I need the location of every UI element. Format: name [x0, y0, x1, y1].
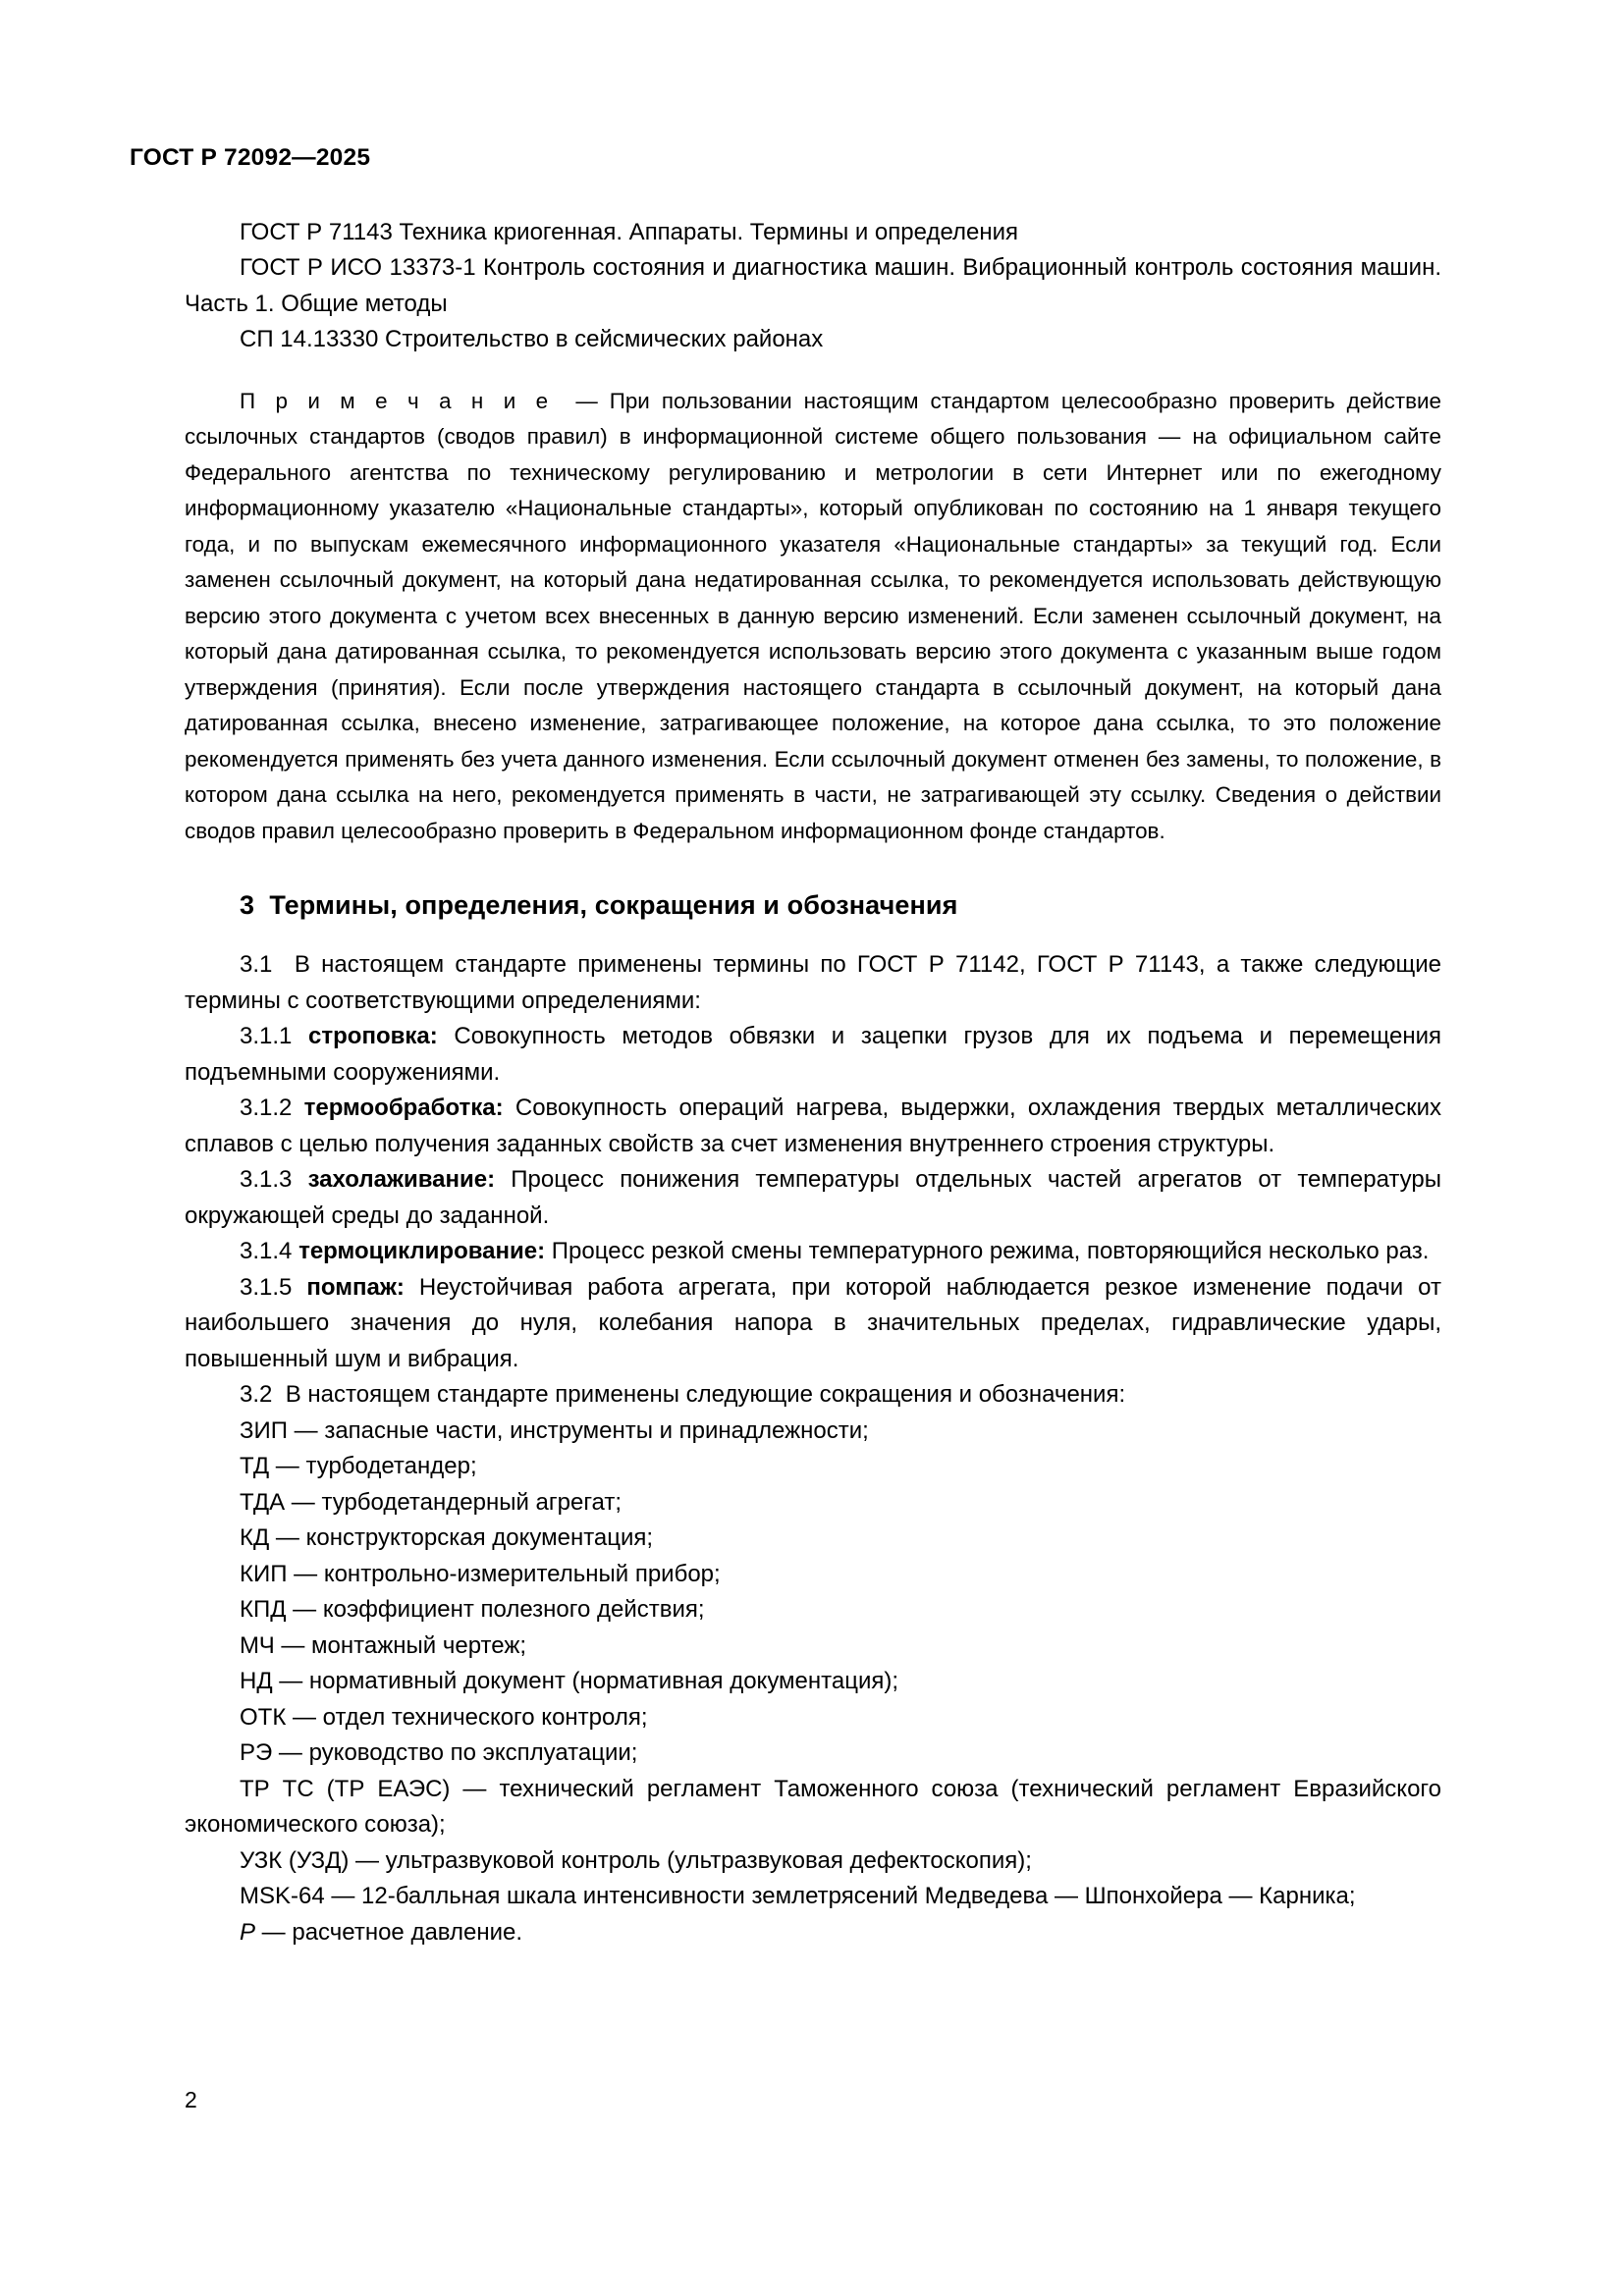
term-entry-3-1-4 — [185, 1234, 1441, 1270]
page-content — [130, 144, 1442, 1950]
term-label: термоциклирование: — [298, 1238, 546, 1265]
clause-text: В настоящем стандарте применены термины по ГОСТ Р 71142, ГОСТ Р 71143, а также следующие термины с соответствующими определениями: — [185, 951, 1441, 1014]
section-number: 3 — [240, 890, 255, 921]
term-number: 3.1.2 — [240, 1095, 293, 1122]
term-definition: Процесс резкой смены температурного режима, повторяющийся несколько раз. — [551, 1238, 1430, 1265]
abbreviation-item: ТР ТС (ТР ЕАЭС) — технический регламент Таможенного союза (технический регламент Евразийского экономического союза); — [185, 1775, 1441, 1839]
reference-item: ГОСТ Р ИСО 13373-1 Контроль состояния и диагностика машин. Вибрационный контроль состояния машин. Часть 1. Общие методы — [185, 254, 1441, 317]
term-entry-3-1-5 — [185, 1270, 1441, 1378]
symbol-p: Р — [240, 1918, 256, 1946]
abbreviation-item: MSK-64 — 12-балльная шкала интенсивности землетрясений Медведева — Шпонхойера — Карника; — [240, 1883, 1356, 1910]
abbreviation-item: ТДА — турбодетандерный агрегат; — [240, 1488, 623, 1516]
term-label: строповка: — [308, 1023, 438, 1050]
reference-item: СП 14.13330 Строительство в сейсмических районах — [240, 326, 824, 353]
term-entry-3-1-3 — [185, 1162, 1441, 1234]
abbreviation-item: КИП — контрольно-измерительный прибор; — [240, 1560, 721, 1587]
abbreviation-item: ЗИП — запасные части, инструменты и принадлежности; — [240, 1416, 869, 1444]
section-title: Термины, определения, сокращения и обозначения — [269, 890, 958, 921]
clause-number: 3.2 — [240, 1381, 273, 1409]
note-block — [185, 384, 1441, 850]
term-definition: Неустойчивая работа агрегата, при которой наблюдается резкое изменение подачи от наибольшего значения до нуля, колебания напора в значительных пределах, гидравлические удары, повышенный шум и вибрация. — [185, 1273, 1441, 1372]
page-folio: 2 — [185, 2087, 197, 2112]
term-label: помпаж: — [306, 1273, 405, 1301]
abbreviation-item-symbol — [185, 1915, 1441, 1951]
normative-references-list — [185, 215, 1441, 358]
clause-3-1 — [185, 947, 1441, 1019]
running-head: ГОСТ Р 72092—2025 — [130, 144, 371, 171]
symbol-definition: — расчетное давление. — [255, 1918, 523, 1946]
term-definition: Совокупность методов обвязки и зацепки грузов для их подъема и перемещения подъемными сооружениями. — [185, 1023, 1442, 1086]
term-entry-3-1-1 — [185, 1019, 1441, 1091]
term-label: захолаживание: — [307, 1166, 496, 1194]
clause-3-2 — [185, 1377, 1441, 1414]
note-dash: — — [575, 388, 598, 413]
section-heading — [185, 888, 1441, 922]
abbreviation-item: МЧ — монтажный чертеж; — [240, 1631, 527, 1659]
abbreviation-item: РЭ — руководство по эксплуатации; — [240, 1739, 638, 1767]
term-label: термообработка: — [303, 1095, 504, 1122]
term-number: 3.1.5 — [240, 1273, 293, 1301]
reference-item: ГОСТ Р 71143 Техника криогенная. Аппараты. Термины и определения — [240, 218, 1019, 245]
abbreviation-list — [185, 1414, 1441, 1951]
term-number: 3.1.1 — [240, 1023, 293, 1050]
clause-number: 3.1 — [240, 951, 273, 979]
abbreviation-item: КД — конструкторская документация; — [240, 1524, 654, 1552]
term-entry-3-1-2 — [185, 1091, 1441, 1162]
clause-text: В настоящем стандарте применены следующие сокращения и обозначения: — [285, 1381, 1126, 1409]
term-number: 3.1.3 — [240, 1166, 293, 1194]
note-label: П р и м е ч а н и е — [240, 388, 553, 413]
abbreviation-item: ТД — турбодетандер; — [240, 1453, 477, 1480]
abbreviation-item: КПД — коэффициент полезного действия; — [240, 1596, 705, 1624]
term-number: 3.1.4 — [240, 1238, 293, 1265]
term-definition: Совокупность операций нагрева, выдержки, охлаждения твердых металлических сплавов с целью получения заданных свойств за счет изменения внутреннего строения структуры. — [185, 1095, 1441, 1157]
term-definition: Процесс понижения температуры отдельных частей агрегатов от температуры окружающей среды до заданной. — [185, 1166, 1441, 1229]
abbreviation-item: ОТК — отдел технического контроля; — [240, 1703, 648, 1731]
note-text: При пользовании настоящим стандартом целесообразно проверить действие ссылочных стандартов (сводов правил) в информационной системе общего пользования — на официальном сайте Федерального агентства по техническому регулированию и метрологии в сети Интернет или по ежегодному информационному указателю «Национальные стандарты», который опубликован по состоянию на 1 января текущего года, и по выпускам ежемесячного информационного указателя «Национальные стандарты» за текущий год. Если заменен ссылочный документ, на который дана недатированная ссылка, то рекомендуется использовать действующую версию этого документа с учетом всех внесенных в данную версию изменений. Если заменен ссылочный документ, на который дана датированная ссылка, то рекомендуется использовать версию этого документа с указанным выше годом утверждения (принятия). Если после утверждения настоящего стандарта в ссылочный документ, на который дана датированная ссылка, внесено изменение, затрагивающее положение, на которое дана ссылка, то это положение рекомендуется применять без учета данного изменения. Если ссылочный документ отменен без замены, то положение, в котором дана ссылка на него, рекомендуется применять в части, не затрагивающей эту ссылку. Сведения о действии сводов правил целесообразно проверить в Федеральном информационном фонде стандартов. — [185, 388, 1441, 843]
abbreviation-item: НД — нормативный документ (нормативная документация); — [240, 1668, 899, 1695]
abbreviation-item: УЗК (УЗД) — ультразвуковой контроль (ультразвуковая дефектоскопия); — [240, 1846, 1032, 1874]
